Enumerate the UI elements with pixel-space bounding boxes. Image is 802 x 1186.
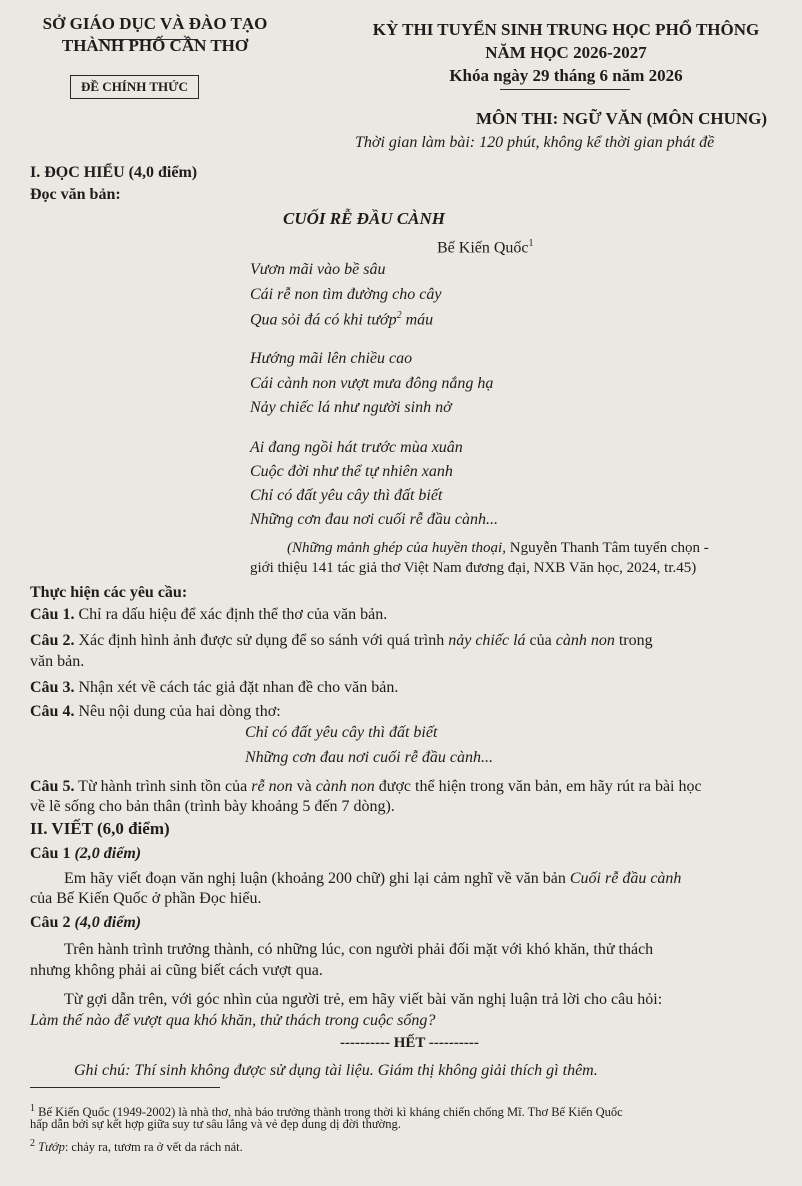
poem-line: Ai đang ngồi hát trước mùa xuân xyxy=(250,439,463,456)
question-3: Câu 3. Nhận xét về cách tác giả đặt nhan đề cho văn bản. xyxy=(30,679,399,696)
poem-line: Nảy chiếc lá như người sinh nở xyxy=(250,399,452,416)
footnote-2: $^2$ Tướp: chảy ra, tươm ra ở vết da rách nát. xyxy=(30,1138,243,1155)
header-underline xyxy=(98,39,198,40)
part-2-heading: II. VIẾT (6,0 điểm) xyxy=(30,819,170,838)
exam-date: Khóa ngày 29 tháng 6 năm 2026 xyxy=(449,66,683,85)
exam-date-underline xyxy=(500,89,630,90)
essay-question-1-label: Câu 1 (2,0 điểm) xyxy=(30,845,142,862)
question-5: Câu 5. Từ hành trình sinh tồn của rễ non và cành non được thể hiện trong văn bản, em hãy rút ra bài học xyxy=(30,778,702,795)
department-line-2: THÀNH PHỐ CẦN THƠ xyxy=(61,36,249,55)
poem-line: Cái rễ non tìm đường cho cây xyxy=(250,286,442,303)
question-2: Câu 2. Xác định hình ảnh được sử dụng để so sánh với quá trình nảy chiếc lá của cành non trong xyxy=(30,632,653,649)
exam-note: Ghi chú: Thí sinh không được sử dụng tài liệu. Giám thị không giải thích gì thêm. xyxy=(74,1062,598,1079)
essay-question-2-para-2: Từ gợi dẫn trên, với góc nhìn của người trẻ, em hãy viết bài văn nghị luận trả lời cho câu hỏi: xyxy=(64,991,663,1008)
poem-line: Cuộc đời như thể tự nhiên xanh xyxy=(250,463,453,480)
essay-question-2-para-1-line-2: nhưng không phải ai cũng biết cách vượt qua. xyxy=(30,962,323,979)
tasks-heading: Thực hiện các yêu cầu: xyxy=(30,584,188,601)
essay-question-2-label: Câu 2 (4,0 điểm) xyxy=(30,914,142,931)
end-marker: ---------- HẾT ---------- xyxy=(340,1035,479,1051)
question-5-line-2: về lẽ sống cho bản thân (trình bày khoảng 5 đến 7 dòng). xyxy=(30,798,395,815)
school-year: NĂM HỌC 2026-2027 xyxy=(485,43,647,62)
essay-question-2-prompt: Làm thế nào để vượt qua khó khăn, thử thách trong cuộc sống? xyxy=(30,1012,436,1029)
exam-duration: Thời gian làm bài: 120 phút, không kể thời gian phát đề xyxy=(355,134,715,151)
poem-line: Những cơn đau nơi cuối rễ đầu cành... xyxy=(250,511,498,528)
department-line-1: SỞ GIÁO DỤC VÀ ĐÀO TẠO xyxy=(42,14,268,33)
part-1-heading: I. ĐỌC HIỂU (4,0 điểm) xyxy=(30,164,198,181)
poem-author: Bế Kiến Quốc$^1$ xyxy=(437,238,534,257)
poem-line: Chỉ có đất yêu cây thì đất biết xyxy=(250,487,443,504)
footnote-divider xyxy=(30,1087,220,1088)
poem-title: CUỐI RỄ ĐẦU CÀNH xyxy=(283,209,446,228)
question-1: Câu 1. Chỉ ra dấu hiệu để xác định thể thơ của văn bản. xyxy=(30,606,388,623)
exam-title: KỲ THI TUYỂN SINH TRUNG HỌC PHỔ THÔNG xyxy=(372,20,760,39)
essay-question-1: Em hãy viết đoạn văn nghị luận (khoảng 200 chữ) ghi lại cảm nghĩ về văn bản Cuối rễ đầu cành xyxy=(64,870,682,887)
poem-line: Hướng mãi lên chiều cao xyxy=(250,350,413,367)
poem-source: (Những mảnh ghép của huyền thoại, Nguyễn Thanh Tâm tuyển chọn - xyxy=(287,540,709,556)
question-4: Câu 4. Nêu nội dung của hai dòng thơ: xyxy=(30,703,281,720)
poem-line: Qua sỏi đá có khi tướp$^2$ máu xyxy=(250,310,434,329)
essay-question-1-line-2: của Bế Kiến Quốc ở phần Đọc hiểu. xyxy=(30,890,262,907)
official-exam-badge: ĐỀ CHÍNH THỨC xyxy=(70,75,199,99)
read-text-label: Đọc văn bản: xyxy=(30,186,121,203)
essay-question-2-para-1: Trên hành trình trưởng thành, có những lúc, con người phải đối mặt với khó khăn, thử thách xyxy=(64,941,654,958)
question-2-line-2: văn bản. xyxy=(30,653,85,670)
footnote-1: $^1$ Bế Kiến Quốc (1949-2002) là nhà thơ, nhà báo trưởng thành trong thời kì kháng chiến chống Mĩ. Thơ Bế Kiến Quốc xyxy=(30,1103,623,1120)
poem-line: Cái cành non vượt mưa đông nắng hạ xyxy=(250,375,494,392)
exam-subject: MÔN THI: NGỮ VĂN (MÔN CHUNG) xyxy=(476,109,768,128)
poem-source-line-2: giới thiệu 141 tác giả thơ Việt Nam đương đại, NXB Văn học, 2024, tr.45) xyxy=(250,560,697,576)
quoted-poem-line: Những cơn đau nơi cuối rễ đầu cành... xyxy=(245,749,493,766)
quoted-poem-line: Chỉ có đất yêu cây thì đất biết xyxy=(245,724,438,741)
poem-line: Vươn mãi vào bề sâu xyxy=(250,261,386,278)
footnote-1-line-2: hấp dẫn bởi sự kết hợp giữa suy tư sâu lắng và vẻ đẹp dung dị đời thường. xyxy=(30,1117,401,1131)
